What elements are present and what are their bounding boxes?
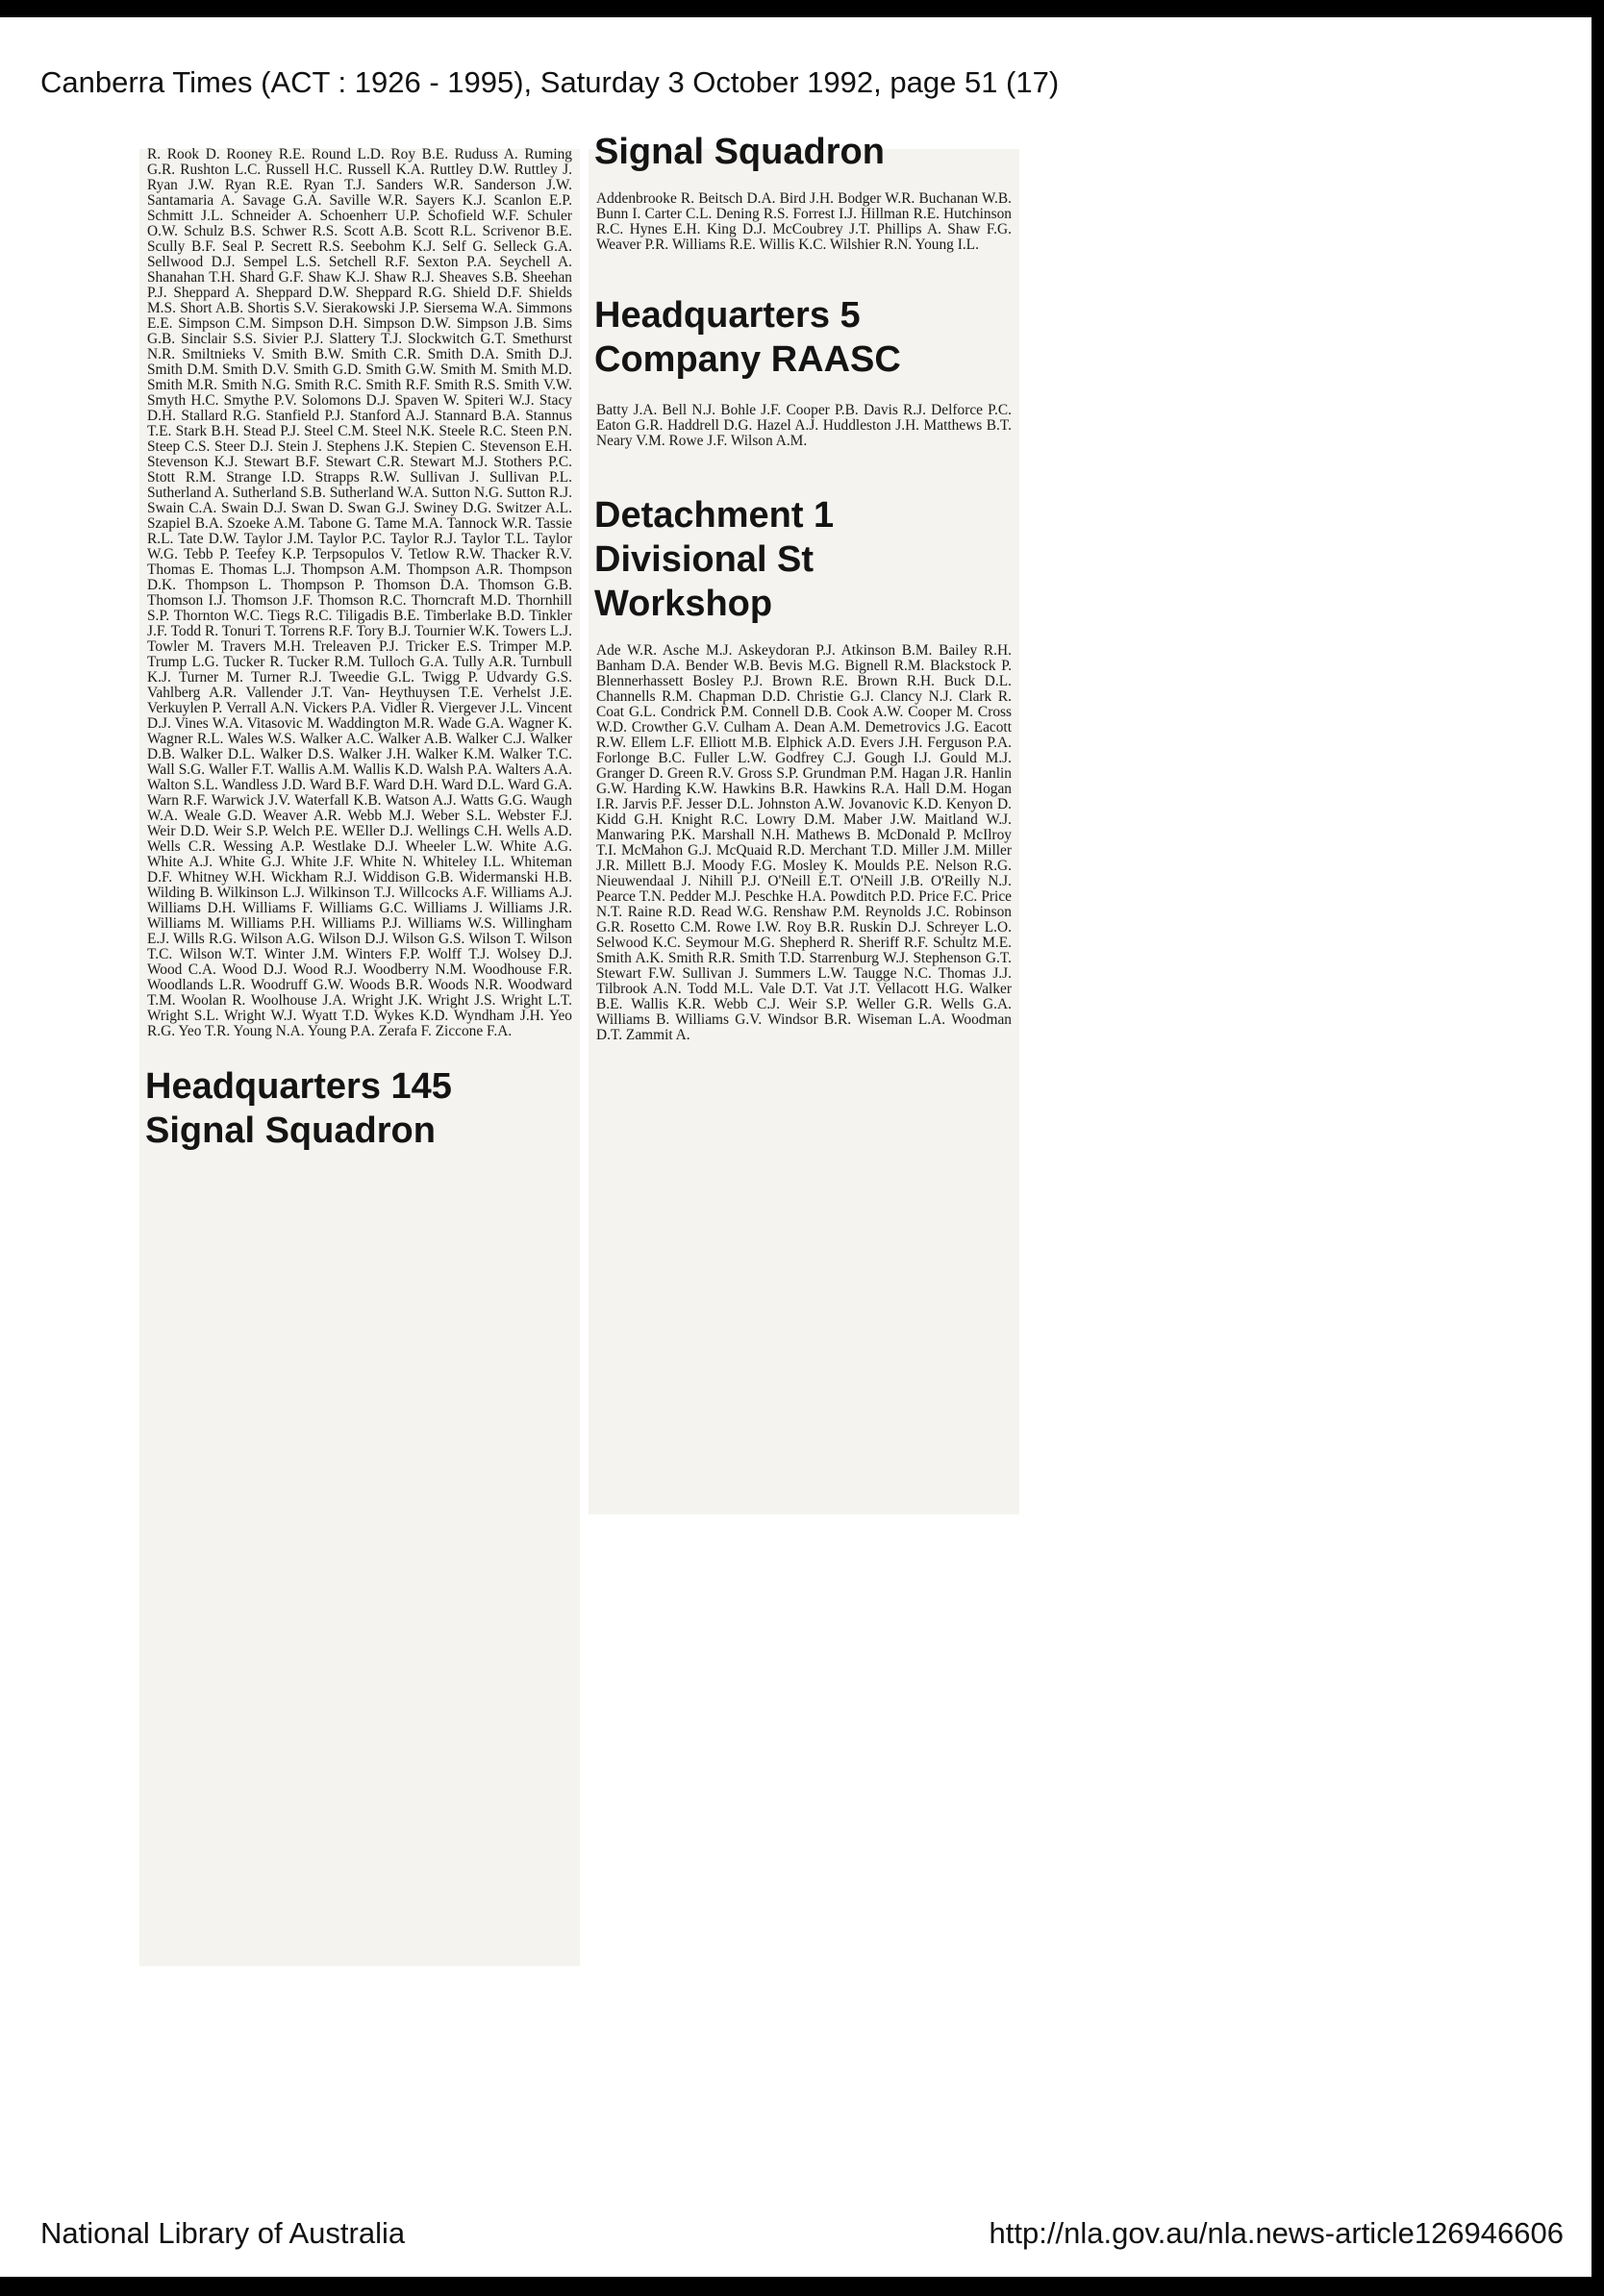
article-url[interactable]: http://nla.gov.au/nla.news-article126946606 xyxy=(989,2216,1564,2250)
heading-line: Signal Squadron xyxy=(145,1111,436,1151)
article-clipping-left xyxy=(139,146,580,1966)
names-list: Ade W.R. Asche M.J. Askeydoran P.J. Atkinson B.M. Bailey R.H. Banham D.A. Bender W.B. Bevis M.G. Bignell R.M. Blackstock P. Blennerhassett Bosley P.J. Brown R.E. Brown R.H. Buck D.L. Channells R.M. Chapman D.D. Christie G.J. Clancy N.J. Clark R. Coat G.L. Condrick P.M. Connell D.B. Cook A.W. Cooper M. Cross W.D. Crowther G.V. Culham A. Dean A.M. Demetrovics J.G. Eacott R.W. Ellem L.F. Elliott M.B. Elphick A.D. Evers J.H. Ferguson P.A. Forlonge B.C. Fuller L.W. Godfrey C.J. Gough I.J. Gould M.J. Granger D. Green R.V. Gross S.P. Grundman P.M. Hagan J.R. Hanlin G.W. Harding K.W. Hawkins B.R. Hawkins R.A. Hall D.M. Hogan I.R. Jarvis P.F. Jesser D.L. Johnston A.W. Jovanovic K.D. Kenyon D. Kidd G.H. Knight R.C. Lowry D.M. Maber J.W. Maitland W.J. Manwaring P.K. Marshall N.H. Mathews B. McDonald P. McIlroy T.I. McMahon G.J. McQuaid R.D. Merchant T.D. Miller J.M. Miller J.R. Millett B.J. Moody F.G. Mosley K. Moulds P.E. Nelson R.G. Nieuwendaal J. Nihill P.J. O'Neill E.T. O'Neill J.B. O'Reilly N.J. Pearce T.N. Pedder M.J. Peschke H.A. Powditch P.D. Price F.C. Price N.T. Raine R.D. Read W.G. Renshaw P.M. Reynolds J.C. Robinson G.R. Rosetto C.M. Rowe I.W. Roy B.R. Ruskin D.J. Schreyer L.O. Selwood K.C. Seymour M.G. Shepherd R. Sheriff R.F. Schultz M.E. Smith A.K. Smith R.R. Smith T.D. Starrenburg W.J. Stephenson G.T. Stewart F.W. Sullivan J. Summers L.W. Taugge N.C. Thomas J.J. Tilbrook A.N. Todd M.L. Vale D.T. Vat J.T. Vellacott H.G. Walker B.E. Wallis K.R. Webb C.J. Weir S.P. Weller G.R. Wells G.A. Williams B. Williams G.V. Windsor B.R. Wiseman L.A. Woodman D.T. Zammit A. xyxy=(596,642,1012,1043)
heading-line: Headquarters 145 xyxy=(145,1066,452,1107)
article-clipping-right xyxy=(589,132,1019,1514)
names-list: R. Rook D. Rooney R.E. Round L.D. Roy B.E. Ruduss A. Ruming G.R. Rushton L.C. Russell H.C. Russell K.A. Ruttley D.W. Ruttley J. Ryan J.W. Ryan R.E. Ryan T.J. Sanders W.R. Sanderson J.W. Santamaria A. Savage G.A. Saville W.R. Sayers K.J. Scanlon E.P. Schmitt J.L. Schneider A. Schoenherr U.P. Schofield W.F. Schuler O.W. Schulz B.S. Schwer R.S. Scott A.B. Scott R.L. Scrivenor B.E. Scully B.F. Seal P. Secrett R.S. Seebohm K.J. Self G. Selleck G.A. Sellwood D.J. Sempel L.S. Setchell R.F. Sexton P.A. Seychell A. Shanahan T.H. Shard G.F. Shaw K.J. Shaw R.J. Sheaves S.B. Sheehan P.J. Sheppard A. Sheppard D.W. Sheppard R.G. Shield D.F. Shields M.S. Short A.B. Shortis S.V. Sierakowski J.P. Siersema W.A. Simmons E.E. Simpson C.M. Simpson D.H. Simpson D.W. Simpson J.B. Sims G.B. Sinclair S.S. Sivier P.J. Slattery T.J. Slockwitch G.T. Smethurst N.R. Smiltnieks V. Smith B.W. Smith C.R. Smith D.A. Smith D.J. Smith D.M. Smith D.V. Smith G.D. Smith G.W. Smith M. Smith M.D. Smith M.R. Smith N.G. Smith R.C. Smith R.F. Smith R.S. Smith V.W. Smyth H.C. Smythe P.V. Solomons D.J. Spaven W. Spiteri W.J. Stacy D.H. Stallard R.G. Stanfield P.J. Stanford A.J. Stannard B.A. Stannus T.E. Stark B.H. Stead P.J. Steel C.M. Steel N.K. Steele R.C. Steen P.N. Steep C.S. Steer D.J. Stein J. Stephens J.K. Stepien C. Stevenson E.H. Stevenson K.J. Stewart B.F. Stewart C.R. Stewart M.J. Stothers P.C. Stott R.M. Strange I.D. Strapps R.W. Sullivan J. Sullivan P.L. Sutherland A. Sutherland S.B. Sutherland W.A. Sutton N.G. Sutton R.J. Swain C.A. Swain D.J. Swan D. Swan G.J. Swiney D.G. Switzer A.L. Szapiel B.A. Szoeke A.M. Tabone G. Tame M.A. Tannock W.R. Tassie R.L. Tate D.W. Taylor J.M. Taylor P.C. Taylor R.J. Taylor T.L. Taylor W.G. Tebb P. Teefey K.P. Terpsopulos V. Tetlow R.W. Thacker R.V. Thomas E. Thomas L.J. Thompson A.M. Thompson A.R. Thompson D.K. Thompson L. Thompson P. Thomson D.A. Thomson G.B. Thomson I.J. Thomson J.F. Thomson R.C. Thorncraft M.D. Thornhill S.P. Thornton W.C. Tiegs R.C. Tiligadis B.E. Timberlake B.D. Tinkler J.F. Todd R. Tonuri T. Torrens R.F. Tory B.J. Tournier W.K. Towers L.J. Towler M. Travers M.H. Treleaven P.J. Tricker E.S. Trimper M.P. Trump L.G. Tucker R. Tucker R.M. Tulloch G.A. Tully A.R. Turnbull K.J. Turner M. Turner R.J. Tweedie G.L. Twigg P. Udvardy G.S. Vahlberg A.R. Vallender J.T. Van- Heythuysen T.E. Verhelst J.E. Verkuylen P. Verrall A.N. Vickers P.A. Vidler R. Viergever J.L. Vincent D.J. Vines W.A. Vitasovic M. Waddington M.R. Wade G.A. Wagner K. Wagner R.L. Wales W.S. Walker A.C. Walker A.B. Walker C.J. Walker D.B. Walker D.L. Walker D.S. Walker J.H. Walker K.M. Walker T.C. Wall S.G. Waller F.T. Wallis A.M. Wallis K.D. Walsh P.A. Walters A.A. Walton S.L. Wandless J.D. Ward B.F. Ward D.H. Ward D.L. Ward G.A. Warn R.F. Warwick J.V. Waterfall K.B. Watson A.J. Watts G.G. Waugh W.A. Weale G.D. Weaver A.R. Webb M.J. Weber S.L. Webster F.J. Weir D.D. Weir S.P. Welch P.E. WEller D.J. Wellings C.H. Wells A.D. Wells C.R. Wessing A.P. Westlake D.J. Wheeler L.W. White A.G. White A.J. White G.J. White J.F. White N. Whiteley I.L. Whiteman D.F. Whitney W.H. Wickham R.J. Widdison G.B. Widermanski H.B. Wilding B. Wilkinson L.J. Wilkinson T.J. Willcocks A.F. Williams A.J. Williams D.H. Williams F. Williams G.C. Williams J. Williams J.R. Williams M. Williams P.H. Williams P.J. Williams W.S. Willingham E.J. Wills R.G. Wilson A.G. Wilson D.J. Wilson G.S. Wilson T. Wilson T.C. Wilson W.T. Winter J.M. Winters F.P. Wolff T.J. Wolsey D.J. Wood C.A. Wood D.J. Wood R.J. Woodberry N.M. Woodhouse F.R. Woodlands L.R. Woodruff G.W. Woods B.R. Woods N.R. Woodward T.M. Woolan R. Woolhouse J.A. Wright J.K. Wright J.S. Wright L.T. Wright S.L. Wright W.J. Wyatt T.D. Wykes K.D. Wyndham J.H. Yeo R.G. Yeo T.R. Young N.A. Young P.A. Zerafa F. Ziccone F.A. xyxy=(147,146,572,1039)
heading-line: Company RAASC xyxy=(594,339,901,380)
section-heading xyxy=(589,293,1019,382)
section-heading xyxy=(589,493,1019,626)
right-border xyxy=(1591,0,1604,2296)
heading-line: Divisional St xyxy=(594,539,815,580)
library-credit: National Library of Australia xyxy=(40,2216,406,2250)
heading-line: Workshop xyxy=(594,584,773,624)
names-list: Addenbrooke R. Beitsch D.A. Bird J.H. Bodger W.R. Buchanan W.B. Bunn I. Carter C.L. Dening R.S. Forrest I.J. Hillman R.E. Hutchinson R.C. Hynes E.H. King D.J. McCoubrey J.T. Phillips A. Shaw F.G. Weaver P.R. Williams R.E. Willis K.C. Wilshier R.N. Young I.L. xyxy=(596,190,1012,253)
top-border xyxy=(0,0,1604,17)
heading-line: Headquarters 5 xyxy=(594,295,861,336)
page-citation: Canberra Times (ACT : 1926 - 1995), Saturday 3 October 1992, page 51 (17) xyxy=(40,65,1060,99)
section-heading xyxy=(139,1064,580,1153)
heading-line: Signal Squadron xyxy=(594,132,885,172)
bottom-border xyxy=(0,2277,1604,2296)
heading-line: Detachment 1 xyxy=(594,495,835,536)
names-list: Batty J.A. Bell N.J. Bohle J.F. Cooper P.B. Davis R.J. Delforce P.C. Eaton G.R. Haddrell D.G. Hazel A.J. Huddleston J.H. Matthews B.T. Neary V.M. Rowe J.F. Wilson A.M. xyxy=(596,402,1012,449)
cut-section-heading xyxy=(589,132,1019,172)
